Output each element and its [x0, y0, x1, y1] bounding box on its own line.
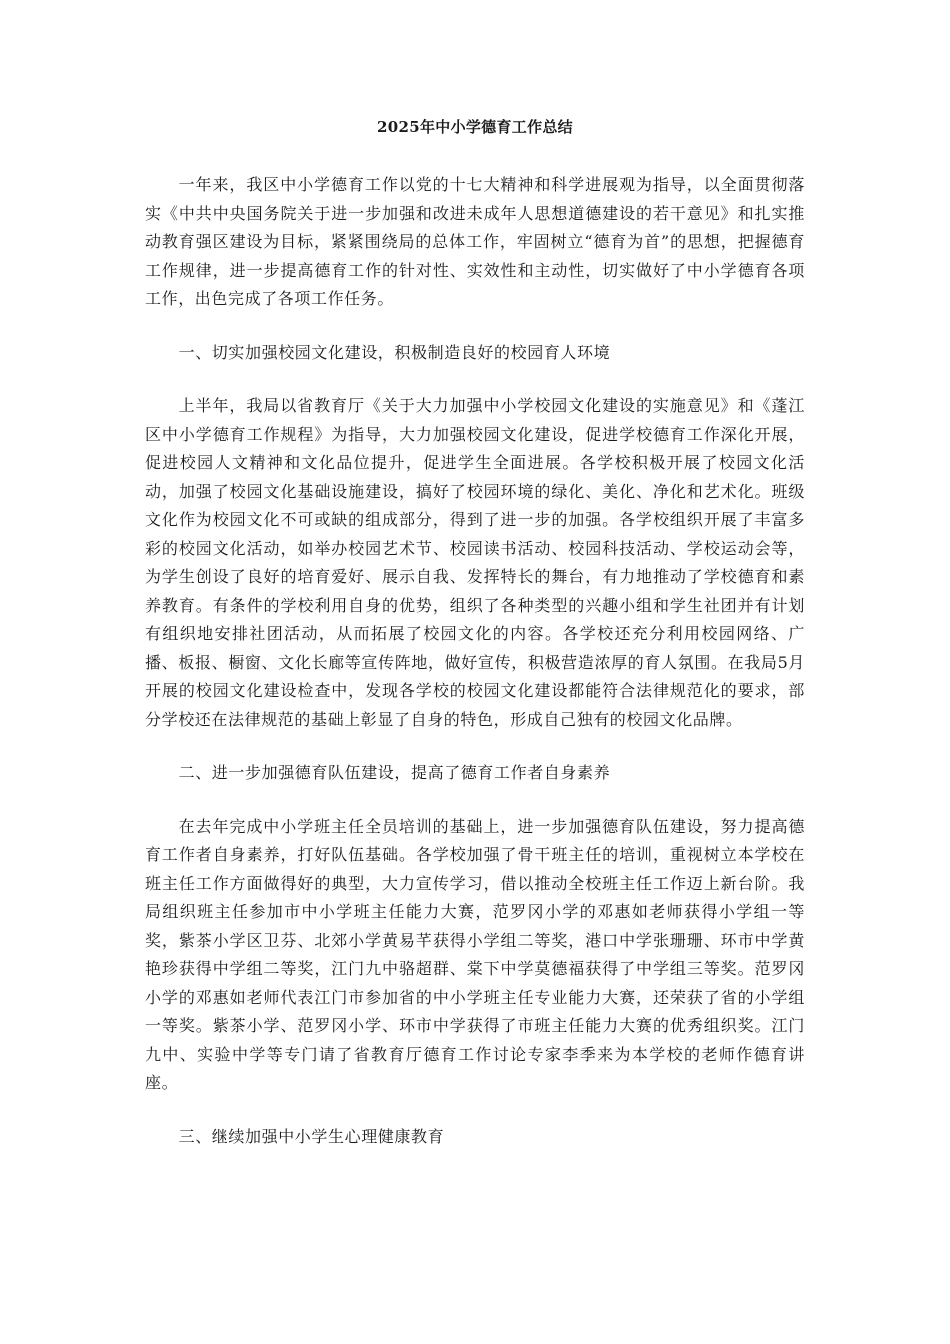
document-title: 2025年中小学德育工作总结 — [377, 118, 573, 136]
document-body — [145, 171, 805, 1151]
section-heading-1: 一、切实加强校园文化建设，积极制造良好的校园育人环境 — [178, 342, 611, 362]
section-2-paragraph: 在去年完成中小学班主任全员培训的基础上，进一步加强德育队伍建设，努力提高德育工作者自身素养，打好队伍基础。各学校加强了骨干班主任的培训，重视树立本学校在班主任工作方面做得好的典型，大力宣传学习，借以推动全校班主任工作迈上新台阶。我局组织班主任参加市中小学班主任能力大赛，范罗冈小学的邓惠如老师获得小学组一等奖，紫茶小学区卫芬、北郊小学黄易芊获得小学组二等奖，港口中学张珊珊、环市中学黄艳珍获得中学组二等奖，江门九中骆超群、棠下中学莫德福获得了中学组三等奖。范罗冈小学的邓惠如老师代表江门市参加省的中小学班主任专业能力大赛，还荣获了省的小学组一等奖。紫茶小学、范罗冈小学、环市中学获得了市班主任能力大赛的优秀组织奖。江门九中、实验中学等专门请了省教育厅德育工作讨论专家李季来为本学校的老师作德育讲座。 — [145, 816, 805, 1092]
section-heading-2: 二、进一步加强德育队伍建设，提高了德育工作者自身素养 — [178, 763, 611, 782]
intro-paragraph: 一年来，我区中小学德育工作以党的十七大精神和科学进展观为指导，以全面贯彻落实《中共中央国务院关于进一步加强和改进未成年人思想道德建设的若干意见》和扎实推动教育强区建设为目标，紧紧围绕局的总体工作，牢固树立“德育为首”的思想，把握德育工作规律，进一步提高德育工作的针对性、实效性和主动性，切实做好了中小学德育各项工作，出色完成了各项工作任务。 — [145, 175, 805, 308]
section-1-paragraph: 上半年，我局以省教育厅《关于大力加强中小学校园文化建设的实施意见》和《蓬江区中小学德育工作规程》为指导，大力加强校园文化建设，促进学校德育工作深化开展，促进校园人文精神和文化品位提升，促进学生全面进展。各学校积极开展了校园文化活动，加强了校园文化基础设施建设，搞好了校园环境的绿化、美化、净化和艺术化。班级文化作为校园文化不可或缺的组成部分，得到了进一步的加强。各学校组织开展了丰富多彩的校园文化活动，如举办校园艺术节、校园读书活动、校园科技活动、学校运动会等，为学生创设了良好的培育爱好、展示自我、发挥特长的舞台，有力地推动了学校德育和素养教育。有条件的学校利用自身的优势，组织了各种类型的兴趣小组和学生社团并有计划有组织地安排社团活动，从而拓展了校园文化的内容。各学校还充分利用校园网络、广播、板报、橱窗、文化长廊等宣传阵地，做好宣传，积极营造浓厚的育人氛围。在我局5月开展的校园文化建设检查中，发现各学校的校园文化建设都能符合法律规范化的要求，部分学校还在法律规范的基础上彰显了自身的特色，形成自己独有的校园文化品牌。 — [145, 396, 805, 729]
section-heading-3: 三、继续加强中小学生心理健康教育 — [178, 1126, 445, 1146]
